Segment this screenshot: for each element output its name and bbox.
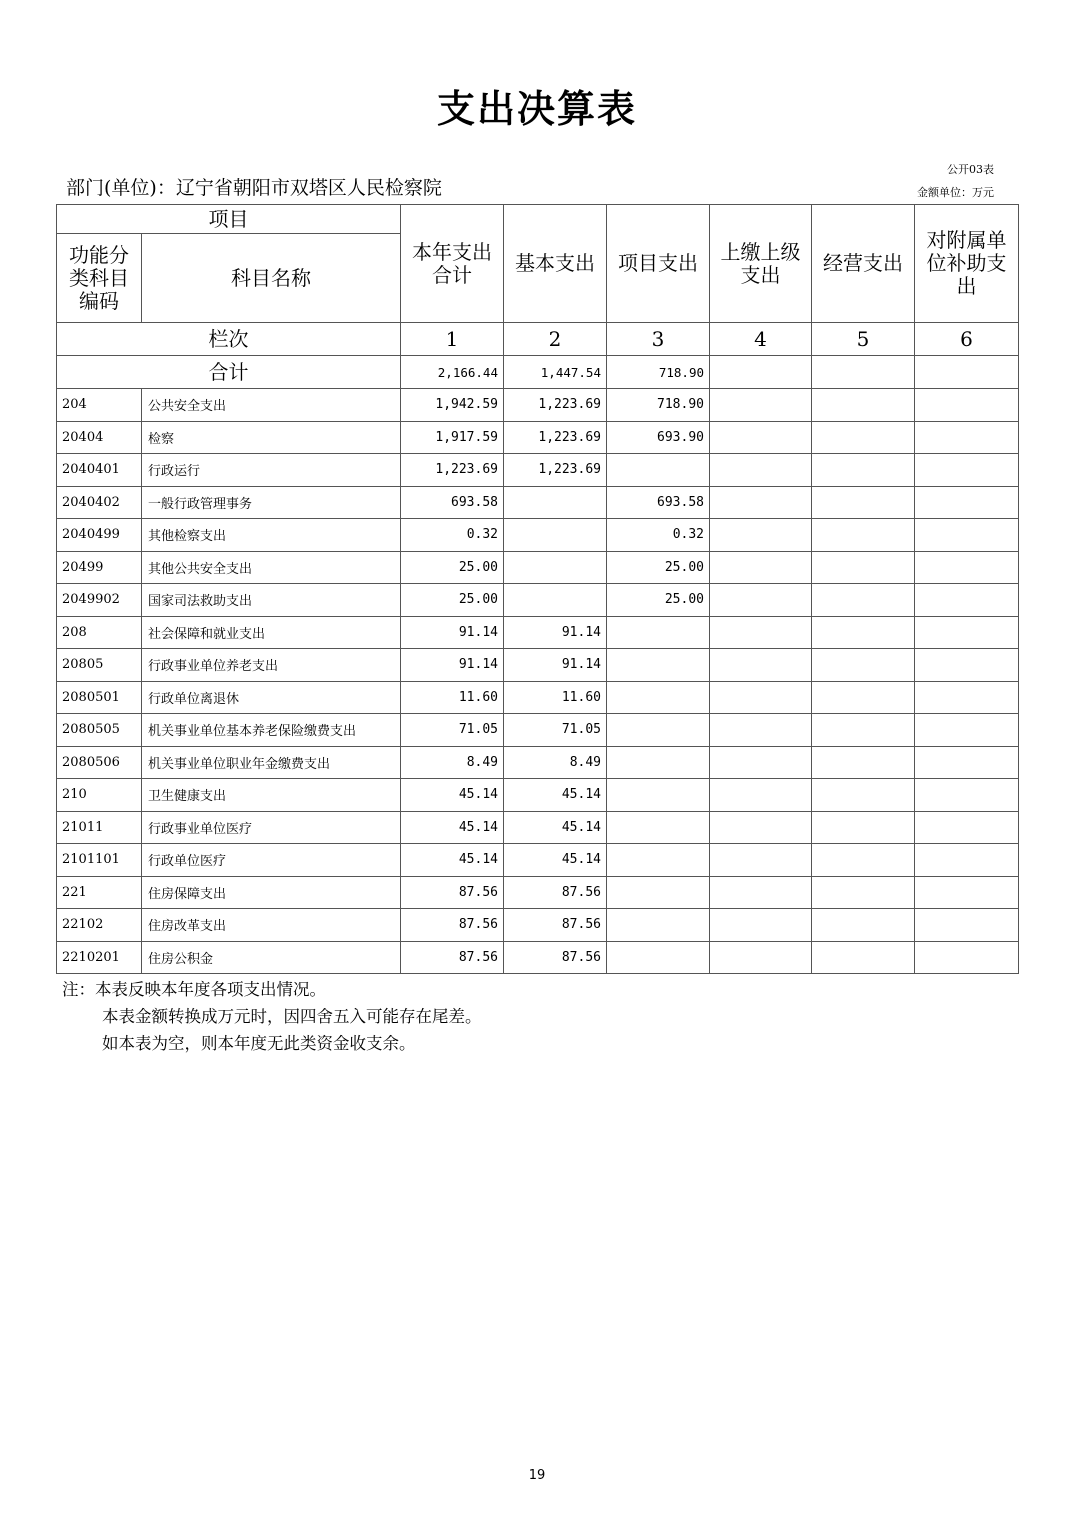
row-c3: 718.90 [607, 389, 710, 422]
row-c1: 0.32 [401, 519, 504, 552]
row-code: 2049902 [57, 584, 142, 617]
header-n1: 1 [401, 323, 504, 356]
row-name: 行政事业单位医疗 [142, 811, 401, 844]
row-code: 20404 [57, 421, 142, 454]
row-name: 行政单位医疗 [142, 844, 401, 877]
row-name: 机关事业单位基本养老保险缴费支出 [142, 714, 401, 747]
row-c4 [710, 909, 812, 942]
row-c1: 71.05 [401, 714, 504, 747]
header-n5: 5 [812, 323, 915, 356]
row-c1: 45.14 [401, 811, 504, 844]
row-code: 2210201 [57, 941, 142, 974]
row-name: 行政单位离退休 [142, 681, 401, 714]
row-c4 [710, 779, 812, 812]
row-name: 社会保障和就业支出 [142, 616, 401, 649]
row-c3 [607, 714, 710, 747]
table-row [57, 811, 1019, 844]
row-code: 20499 [57, 551, 142, 584]
form-number: 公开03表 [947, 163, 994, 176]
row-code: 2080505 [57, 714, 142, 747]
header-lanci: 栏次 [57, 323, 401, 356]
row-c3: 25.00 [607, 584, 710, 617]
row-name: 住房保障支出 [142, 876, 401, 909]
row-c4 [710, 681, 812, 714]
row-c2: 87.56 [504, 876, 607, 909]
note-1: 注：本表反映本年度各项支出情况。 [62, 980, 326, 999]
amount-unit: 金额单位：万元 [917, 186, 994, 199]
header-n4: 4 [710, 323, 812, 356]
header-n6: 6 [915, 323, 1019, 356]
row-c3: 693.58 [607, 486, 710, 519]
row-c4 [710, 941, 812, 974]
row-code: 208 [57, 616, 142, 649]
row-c6 [915, 519, 1019, 552]
table-row [57, 876, 1019, 909]
header-item: 项目 [57, 205, 401, 234]
table-row [57, 649, 1019, 682]
total-c2: 1,447.54 [504, 356, 607, 389]
row-c5 [812, 909, 915, 942]
row-c2: 11.60 [504, 681, 607, 714]
row-c6 [915, 811, 1019, 844]
row-code: 2080501 [57, 681, 142, 714]
row-c4 [710, 584, 812, 617]
row-c5 [812, 389, 915, 422]
row-c3 [607, 876, 710, 909]
total-c5 [812, 356, 915, 389]
row-c4 [710, 486, 812, 519]
row-name: 检察 [142, 421, 401, 454]
row-c3 [607, 616, 710, 649]
row-name: 卫生健康支出 [142, 779, 401, 812]
row-name: 一般行政管理事务 [142, 486, 401, 519]
row-c2: 1,223.69 [504, 389, 607, 422]
row-code: 20805 [57, 649, 142, 682]
row-c3 [607, 941, 710, 974]
total-c3: 718.90 [607, 356, 710, 389]
row-c6 [915, 454, 1019, 487]
row-c2: 91.14 [504, 649, 607, 682]
table-row [57, 519, 1019, 552]
table-row [57, 909, 1019, 942]
row-c2: 1,223.69 [504, 421, 607, 454]
row-code: 2040402 [57, 486, 142, 519]
row-c2: 87.56 [504, 941, 607, 974]
row-c2 [504, 519, 607, 552]
row-c4 [710, 454, 812, 487]
row-c1: 91.14 [401, 616, 504, 649]
row-c6 [915, 941, 1019, 974]
table-row [57, 486, 1019, 519]
table-row [57, 389, 1019, 422]
header-n3: 3 [607, 323, 710, 356]
row-c1: 11.60 [401, 681, 504, 714]
row-name: 住房公积金 [142, 941, 401, 974]
row-c3 [607, 454, 710, 487]
page-number: 19 [528, 1468, 546, 1483]
row-c5 [812, 486, 915, 519]
row-c4 [710, 876, 812, 909]
total-c6 [915, 356, 1019, 389]
row-c1: 1,917.59 [401, 421, 504, 454]
row-c1: 693.58 [401, 486, 504, 519]
row-c5 [812, 421, 915, 454]
header-col6: 对附属单位补助支出 [915, 205, 1019, 323]
row-c5 [812, 876, 915, 909]
row-c6 [915, 681, 1019, 714]
row-c1: 87.56 [401, 941, 504, 974]
row-name: 公共安全支出 [142, 389, 401, 422]
row-name: 住房改革支出 [142, 909, 401, 942]
row-code: 2080506 [57, 746, 142, 779]
row-c2: 45.14 [504, 779, 607, 812]
row-c5 [812, 779, 915, 812]
row-name: 机关事业单位职业年金缴费支出 [142, 746, 401, 779]
row-c3 [607, 811, 710, 844]
notes [62, 976, 482, 1057]
row-code: 2101101 [57, 844, 142, 877]
row-c3 [607, 681, 710, 714]
row-c2 [504, 486, 607, 519]
row-c2: 8.49 [504, 746, 607, 779]
row-c4 [710, 844, 812, 877]
header-col2: 基本支出 [504, 205, 607, 323]
row-code: 210 [57, 779, 142, 812]
row-c6 [915, 584, 1019, 617]
row-c6 [915, 876, 1019, 909]
row-c4 [710, 551, 812, 584]
table-row [57, 551, 1019, 584]
row-code: 221 [57, 876, 142, 909]
row-c6 [915, 649, 1019, 682]
row-c2: 71.05 [504, 714, 607, 747]
row-c3: 693.90 [607, 421, 710, 454]
table-row [57, 584, 1019, 617]
row-c2: 1,223.69 [504, 454, 607, 487]
row-c5 [812, 681, 915, 714]
row-code: 21011 [57, 811, 142, 844]
row-c6 [915, 551, 1019, 584]
row-c3 [607, 649, 710, 682]
row-c6 [915, 389, 1019, 422]
row-c2 [504, 551, 607, 584]
header-code: 功能分类科目编码 [57, 234, 142, 323]
header-n2: 2 [504, 323, 607, 356]
row-code: 2040401 [57, 454, 142, 487]
row-c5 [812, 714, 915, 747]
row-c6 [915, 421, 1019, 454]
row-c4 [710, 714, 812, 747]
note-3: 如本表为空，则本年度无此类资金收支余。 [102, 1034, 416, 1053]
total-row [57, 356, 1019, 389]
row-c4 [710, 519, 812, 552]
total-c1: 2,166.44 [401, 356, 504, 389]
row-c5 [812, 941, 915, 974]
table-row [57, 681, 1019, 714]
row-c6 [915, 616, 1019, 649]
row-c6 [915, 779, 1019, 812]
row-c5 [812, 519, 915, 552]
row-c5 [812, 454, 915, 487]
row-name: 行政运行 [142, 454, 401, 487]
row-c5 [812, 844, 915, 877]
row-c3: 0.32 [607, 519, 710, 552]
note-2: 本表金额转换成万元时，因四舍五入可能存在尾差。 [102, 1007, 482, 1026]
row-c2: 87.56 [504, 909, 607, 942]
table-row [57, 779, 1019, 812]
row-c3: 25.00 [607, 551, 710, 584]
row-c1: 1,223.69 [401, 454, 504, 487]
row-c1: 87.56 [401, 909, 504, 942]
row-c5 [812, 811, 915, 844]
row-c5 [812, 616, 915, 649]
row-c4 [710, 649, 812, 682]
row-c2: 91.14 [504, 616, 607, 649]
table-row [57, 844, 1019, 877]
row-c1: 8.49 [401, 746, 504, 779]
row-c5 [812, 551, 915, 584]
row-c4 [710, 389, 812, 422]
page-title: 支出决算表 [436, 86, 637, 131]
row-c4 [710, 421, 812, 454]
row-c2 [504, 584, 607, 617]
row-c1: 45.14 [401, 844, 504, 877]
row-c1: 25.00 [401, 584, 504, 617]
table-row [57, 746, 1019, 779]
table-row [57, 616, 1019, 649]
row-name: 其他公共安全支出 [142, 551, 401, 584]
row-c3 [607, 746, 710, 779]
row-code: 204 [57, 389, 142, 422]
row-c1: 45.14 [401, 779, 504, 812]
row-c1: 91.14 [401, 649, 504, 682]
row-name: 国家司法救助支出 [142, 584, 401, 617]
row-c6 [915, 844, 1019, 877]
header-name: 科目名称 [142, 234, 401, 323]
table-row [57, 714, 1019, 747]
row-code: 2040499 [57, 519, 142, 552]
row-c3 [607, 779, 710, 812]
expenditure-table [56, 204, 1019, 974]
row-c1: 1,942.59 [401, 389, 504, 422]
total-label: 合计 [57, 356, 401, 389]
table-row [57, 454, 1019, 487]
row-c5 [812, 584, 915, 617]
header-col3: 项目支出 [607, 205, 710, 323]
row-c2: 45.14 [504, 811, 607, 844]
row-c4 [710, 616, 812, 649]
row-c1: 87.56 [401, 876, 504, 909]
table-row [57, 421, 1019, 454]
row-c3 [607, 909, 710, 942]
row-c6 [915, 909, 1019, 942]
header-col4: 上缴上级支出 [710, 205, 812, 323]
department-label: 部门(单位)：辽宁省朝阳市双塔区人民检察院 [66, 177, 442, 199]
row-c6 [915, 486, 1019, 519]
header-col5: 经营支出 [812, 205, 915, 323]
row-name: 行政事业单位养老支出 [142, 649, 401, 682]
row-c5 [812, 649, 915, 682]
total-c4 [710, 356, 812, 389]
row-c2: 45.14 [504, 844, 607, 877]
row-c1: 25.00 [401, 551, 504, 584]
row-code: 22102 [57, 909, 142, 942]
row-name: 其他检察支出 [142, 519, 401, 552]
row-c4 [710, 811, 812, 844]
row-c6 [915, 746, 1019, 779]
row-c6 [915, 714, 1019, 747]
header-col1: 本年支出合计 [401, 205, 504, 323]
table-row [57, 941, 1019, 974]
row-c4 [710, 746, 812, 779]
row-c3 [607, 844, 710, 877]
row-c5 [812, 746, 915, 779]
